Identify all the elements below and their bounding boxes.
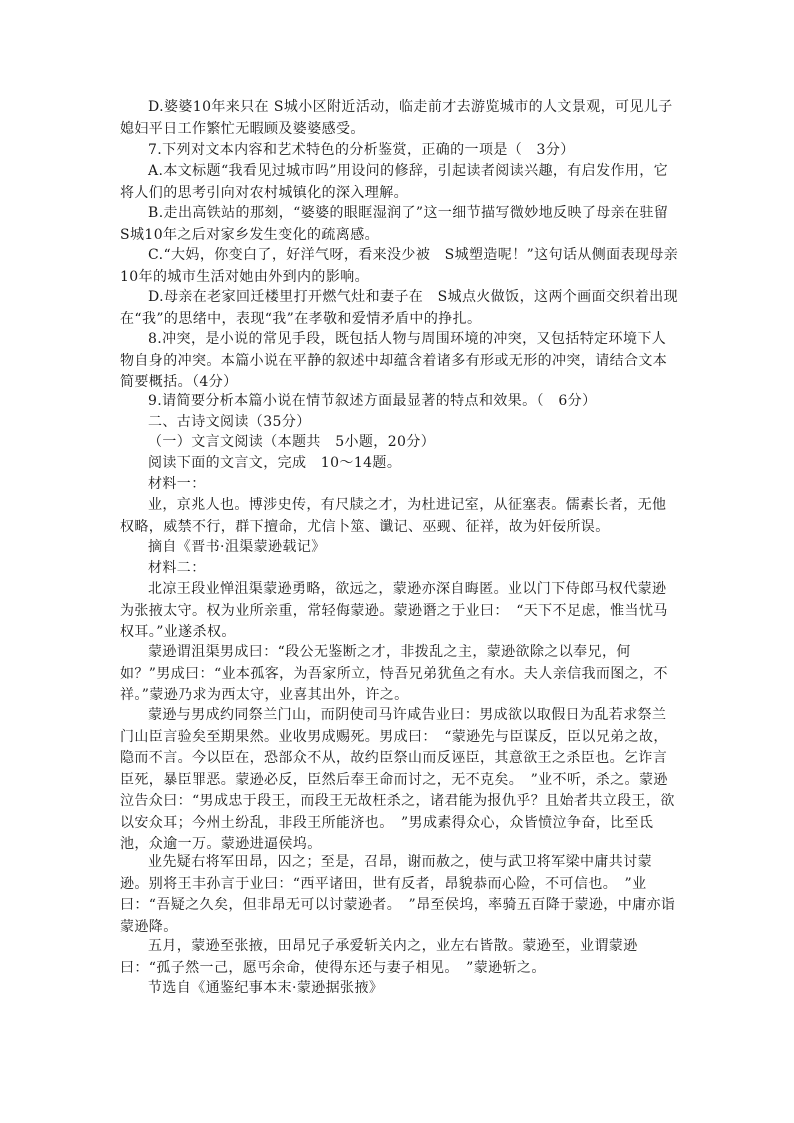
paragraph-option-d-q6: D.婆婆10年来只在 S城小区附近活动，临走前才去游览城市的人文景观，可见儿子媳妇平日工作繁忙无暇顾及婆婆感受。 bbox=[120, 99, 673, 137]
section-heading-classical: 二、古诗文阅读（35分） bbox=[148, 414, 311, 430]
material-2-label: 材料二： bbox=[148, 560, 206, 576]
material-2-paragraph-4: 业先疑右将军田昂，囚之；至是，召昂，谢而赦之，使与武卫将军梁中庸共讨蒙逊。别将王丰孙言于业曰：“西平诸田，世有反者，昂貌恭而心险，不可信也。 ”业曰：“吾疑之久矣，但非昂无可以讨蒙逊者。 ”昂至侯坞，率骑五百降于蒙逊，中庸亦诣蒙逊降。 bbox=[120, 854, 676, 935]
question-7-option-d: D.母亲在老家回迁楼里打开燃气灶和妻子在 S城点火做饭，这两个画面交织着出现在“我”的思绪中，表现“我”在孝敬和爱情矛盾中的挣扎。 bbox=[120, 289, 678, 327]
question-7: 7.下列对文本内容和艺术特色的分析鉴赏，正确的一项是（ 3分） bbox=[148, 142, 575, 158]
material-2-paragraph-3: 蒙逊与男成约同祭兰门山，而阴使司马许咸告业曰：男成欲以取假日为乱若求祭兰门山臣言验矣至期果然。业收男成赐死。男成曰： “蒙逊先与臣谋反，臣以兄弟之故，隐而不言。今以臣在，恐部众不从，故约臣祭山而反诬臣，其意欲王之杀臣也。乞诈言臣死，暴臣罪恶。蒙逊必反，臣然后奉王命而讨之，无不克矣。 ”业不听，杀之。蒙逊泣告众曰：“男成忠于段王，而段王无故枉杀之，诸君能为报仇乎？且始者共立段王，欲以安众耳；今州土纷乱，非段王所能济也。 ”男成素得众心，众皆愤泣争奋，比至氐池，众逾一万。蒙逊进逼侯坞。 bbox=[120, 707, 675, 852]
material-2-paragraph-5: 五月，蒙逊至张掖，田昂兄子承爱斩关内之，业左右皆散。蒙逊至，业谓蒙逊曰：“孤子然一己，愿丐余命，使得东还与妻子相见。 ”蒙逊斩之。 bbox=[120, 938, 638, 976]
question-9: 9.请简要分析本篇小说在情节叙述方面最显著的特点和效果。（ 6分） bbox=[148, 393, 597, 409]
question-7-option-a: A.本文标题“我看见过城市吗”用设问的修辞，引起读者阅读兴趣，有启发作用，它将人们的思考引向对农村城镇化的深入理解。 bbox=[120, 163, 669, 201]
material-1-label: 材料一： bbox=[148, 476, 206, 492]
question-8: 8.冲突，是小说的常见手段，既包括人物与周围环境的冲突，又包括特定环境下人物自身的冲突。本篇小说在平静的叙述中却蕴含着诸多有形或无形的冲突，请结合文本简要概括。（4分） bbox=[120, 331, 668, 390]
material-2-paragraph-2: 蒙逊谓沮渠男成曰：“段公无鉴断之才，非拨乱之主，蒙逊欲除之以奉兄，何如？”男成曰：“业本孤客，为吾家所立，恃吾兄弟犹鱼之有水。夫人亲信我而图之，不祥。”蒙逊乃求为西太守，业喜其出外，许之。 bbox=[120, 644, 668, 703]
subsection-heading-prose: （一）文言文阅读（本题共 5小题，20分） bbox=[148, 434, 436, 450]
material-1-text: 业，京兆人也。博涉史传，有尺牍之才，为杜进记室，从征塞表。儒素长者，无他权略，威禁不行，群下擅命，尤信卜筮、谶记、巫觋、征祥，故为奸佞所误。 bbox=[120, 497, 667, 535]
material-2-paragraph-1: 北凉王段业惮沮渠蒙逊勇略，欲远之，蒙逊亦深自晦匿。业以门下侍郎马权代蒙逊为张掖太守。权为业所亲重，常轻侮蒙逊。蒙逊谮之于业曰： “天下不足虑，惟当忧马权耳。”业遂杀权。 bbox=[120, 581, 668, 640]
material-2-source: 节选自《通鉴纪事本末·蒙逊据张掖》 bbox=[148, 980, 384, 996]
question-7-option-b: B.走出高铁站的那刻，“婆婆的眼眶湿润了”这一细节描写微妙地反映了母亲在驻留 S城10年之后对家乡发生变化的疏离感。 bbox=[120, 205, 669, 243]
reading-instruction: 阅读下面的文言文，完成 10～14题。 bbox=[148, 455, 402, 471]
material-1-source: 摘自《晋书·沮渠蒙逊载记》 bbox=[148, 539, 326, 555]
question-7-option-c: C.“大妈，你变白了，好洋气呀，看来没少被 S城塑造呢！”这句话从侧面表现母亲10年的城市生活对她由外到内的影响。 bbox=[120, 247, 679, 285]
